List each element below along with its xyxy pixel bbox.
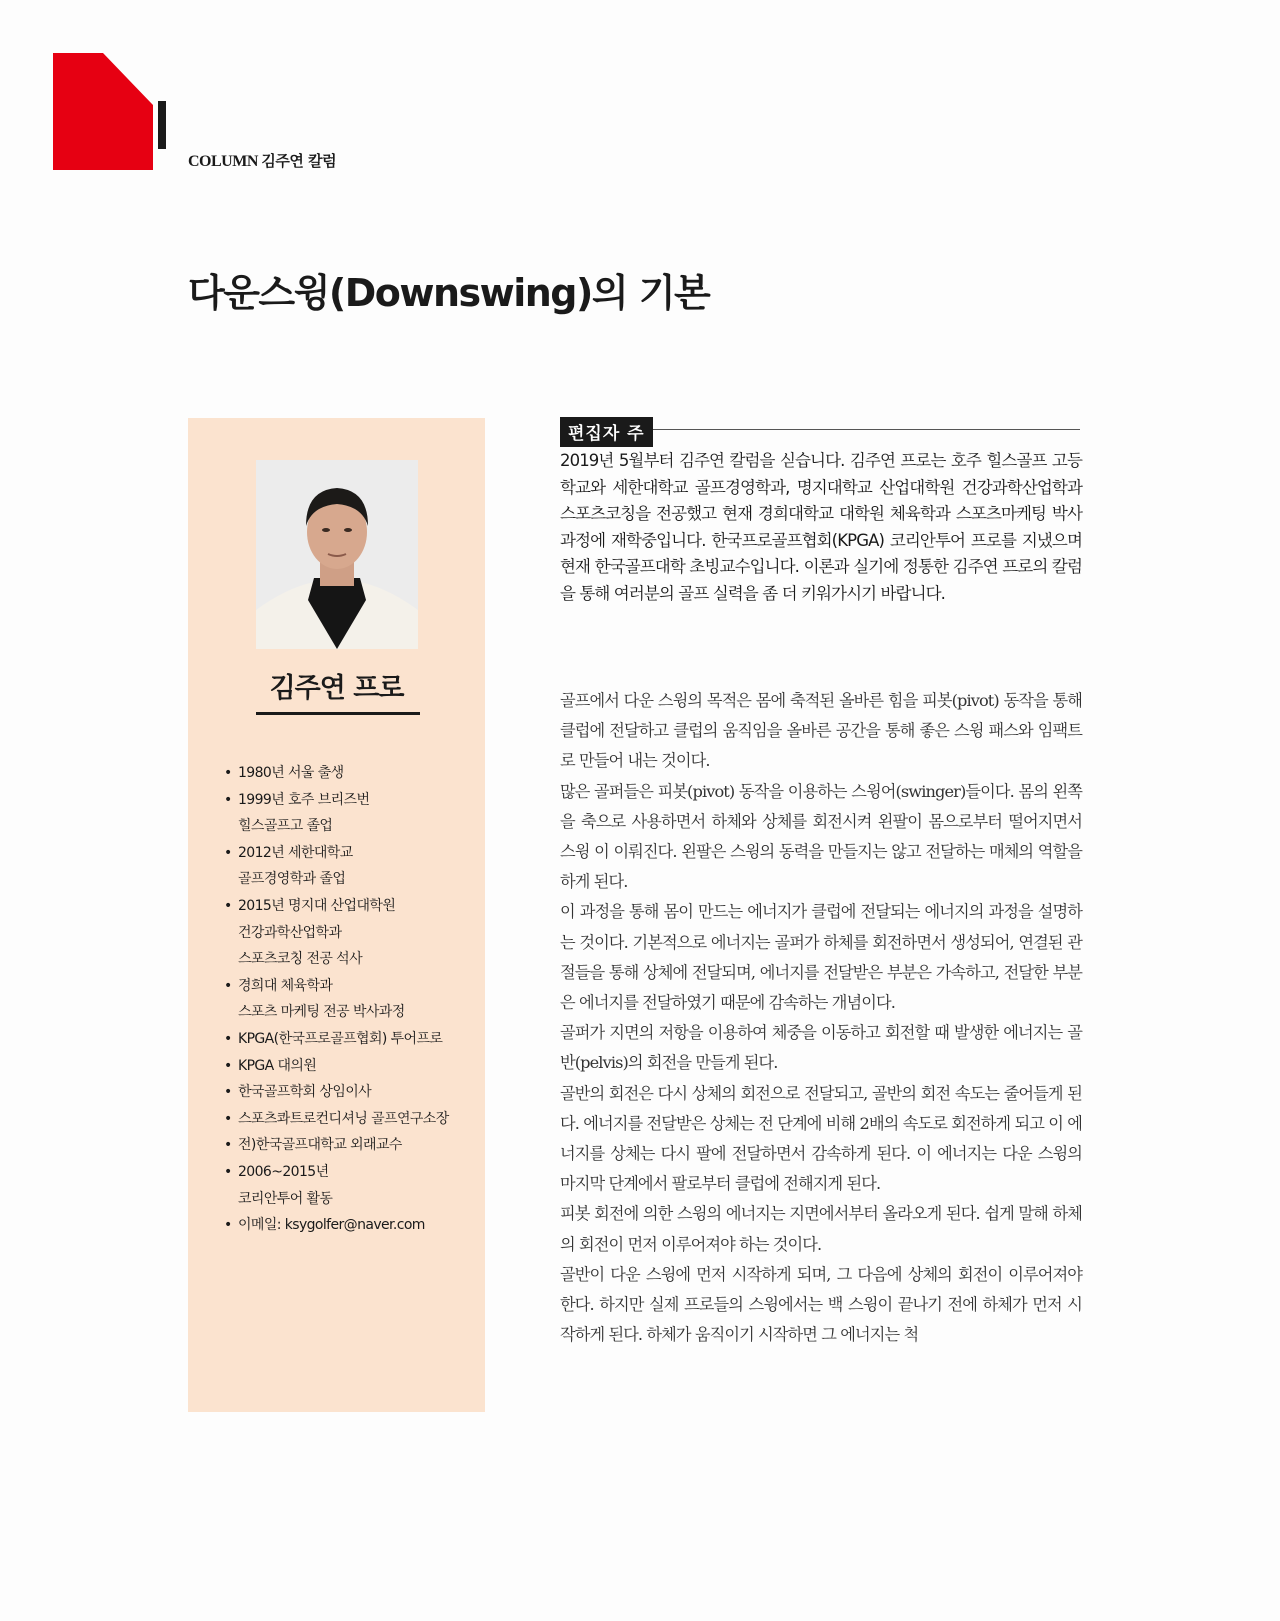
bio-line: 스포츠콰트로컨디셔닝 골프연구소장	[238, 1110, 449, 1127]
bio-line: 한국골프학회 상임이사	[238, 1084, 372, 1101]
body-paragraph: 피봇 회전에 의한 스윙의 에너지는 지면에서부터 올라오게 된다. 쉽게 말해 하체의 회전이 먼저 이루어져야 하는 것이다.	[560, 1204, 1082, 1254]
bio-item	[224, 893, 449, 973]
bio-line: 힐스골프고 졸업	[238, 818, 333, 835]
profile-name: 김주연 프로	[269, 673, 404, 704]
editor-note-tag: 편집자 주	[560, 417, 653, 447]
bio-item	[224, 973, 449, 1026]
bio-line: 2012년 세한대학교	[238, 844, 353, 861]
bio-line: 건강과학산업학과	[238, 924, 342, 941]
bio-item	[224, 840, 449, 893]
column-label-ko: 김주연 칼럼	[261, 152, 337, 170]
bio-line: 2006~2015년	[238, 1163, 329, 1180]
editor-note-text: 2019년 5월부터 김주연 칼럼을 싣습니다. 김주연 프로는 호주 힐스골프 고등학교와 세한대학교 골프경영학과, 명지대학교 산업대학원 건강과학산업학과 스포츠코칭을 전공했고 현재 경희대학교 대학원 체육학과 스포츠마케팅 박사과정에 재학중입니다. 한국프로골프협회(KPGA) 코리안투어 프로를 지냈으며 현재 한국골프대학 초빙교수입니다. 이론과 실기에 정통한 김주연 프로의 칼럼을 통해 여러분의 골프 실력을 좀 더 키워가시기 바랍니다.	[560, 451, 1082, 603]
bio-item	[224, 1053, 449, 1080]
bio-line: 스포츠코칭 전공 석사	[238, 951, 363, 968]
body-paragraph: 많은 골퍼들은 피봇(pivot) 동작을 이용하는 스윙어(swinger)들이다. 몸의 왼쪽을 축으로 사용하면서 하체와 상체를 회전시켜 왼팔이 몸으로부터 떨어지면서 스윙 이 이뤄진다. 왼팔은 스윙의 동력을 만들지는 않고 전달하는 매체의 역할을 하게 된다.	[560, 781, 1082, 892]
bio-line: 1980년 서울 출생	[238, 765, 344, 781]
bio-item	[224, 1212, 449, 1239]
bio-line: KPGA(한국프로골프협회) 투어프로	[238, 1030, 443, 1047]
bio-line: KPGA 대의원	[238, 1057, 317, 1074]
name-underline	[256, 712, 420, 715]
bio-line: 스포츠 마케팅 전공 박사과정	[238, 1004, 405, 1021]
bio-item	[224, 1106, 449, 1133]
body-paragraph: 이 과정을 통해 몸이 만드는 에너지가 클럽에 전달되는 에너지의 과정을 설명하는 것이다. 기본적으로 에너지는 골퍼가 하체를 회전하면서 생성되어, 연결된 관절들을 통해 상체에 전달되며, 에너지를 전달받은 부분은 가속하고, 전달한 부분은 에너지를 전달하였기 때문에 감속하는 개념이다.	[560, 902, 1082, 1013]
body-paragraph: 골프에서 다운 스윙의 목적은 몸에 축적된 올바른 힘을 피봇(pivot) 동작을 통해 클럽에 전달하고 클럽의 움직임을 올바른 공간을 통해 좋은 스윙 패스와 임팩트로 만들어 내는 것이다.	[560, 691, 1082, 771]
bio-item	[224, 1079, 449, 1106]
body-paragraph: 골퍼가 지면의 저항을 이용하여 체중을 이동하고 회전할 때 발생한 에너지는 골반(pelvis)의 회전을 만들게 된다.	[560, 1023, 1082, 1073]
article-title: 다운스윙(Downswing)의 기본	[188, 271, 710, 315]
bio-line: 경희대 체육학과	[238, 977, 333, 994]
bio-item	[224, 760, 449, 787]
column-logo-mark	[53, 53, 153, 170]
profile-photo	[256, 460, 418, 649]
bio-line: 2015년 명지대 산업대학원	[238, 897, 396, 914]
column-label-en: COLUMN	[188, 153, 258, 170]
bio-item	[224, 787, 449, 840]
bio-item	[224, 1132, 449, 1159]
column-label	[188, 150, 336, 171]
body-paragraph: 골반이 다운 스윙에 먼저 시작하게 되며, 그 다음에 상체의 회전이 이루어져야 한다. 하지만 실제 프로들의 스윙에서는 백 스윙이 끝나기 전에 하체가 먼저 시작하게 된다. 하체가 움직이기 시작하면 그 에너지는 척	[560, 1264, 1082, 1345]
bio-line: 골프경영학과 졸업	[238, 871, 346, 888]
article-body	[560, 686, 1082, 1350]
bio-item	[224, 1159, 449, 1212]
bio-line: 이메일: ksygolfer@naver.com	[238, 1217, 425, 1234]
portrait-image	[256, 460, 418, 649]
bio-list	[224, 760, 449, 1239]
bio-line: 전)한국골프대학교 외래교수	[238, 1137, 402, 1154]
bio-line: 코리안투어 활동	[238, 1190, 333, 1207]
logo-bar	[158, 101, 166, 149]
bio-line: 1999년 호주 브리즈번	[238, 791, 370, 808]
body-paragraph: 골반의 회전은 다시 상체의 회전으로 전달되고, 골반의 회전 속도는 줄어들게 된다. 에너지를 전달받은 상체는 전 단계에 비해 2배의 속도로 회전하게 되고 이 에너지를 상체는 다시 팔에 전달하면서 감속하게 된다. 이 에너지는 다운 스윙의 마지막 단계에서 팔로부터 클럽에 전해지게 된다.	[560, 1083, 1082, 1194]
profile-sidebar	[188, 418, 485, 1412]
bio-item	[224, 1026, 449, 1053]
